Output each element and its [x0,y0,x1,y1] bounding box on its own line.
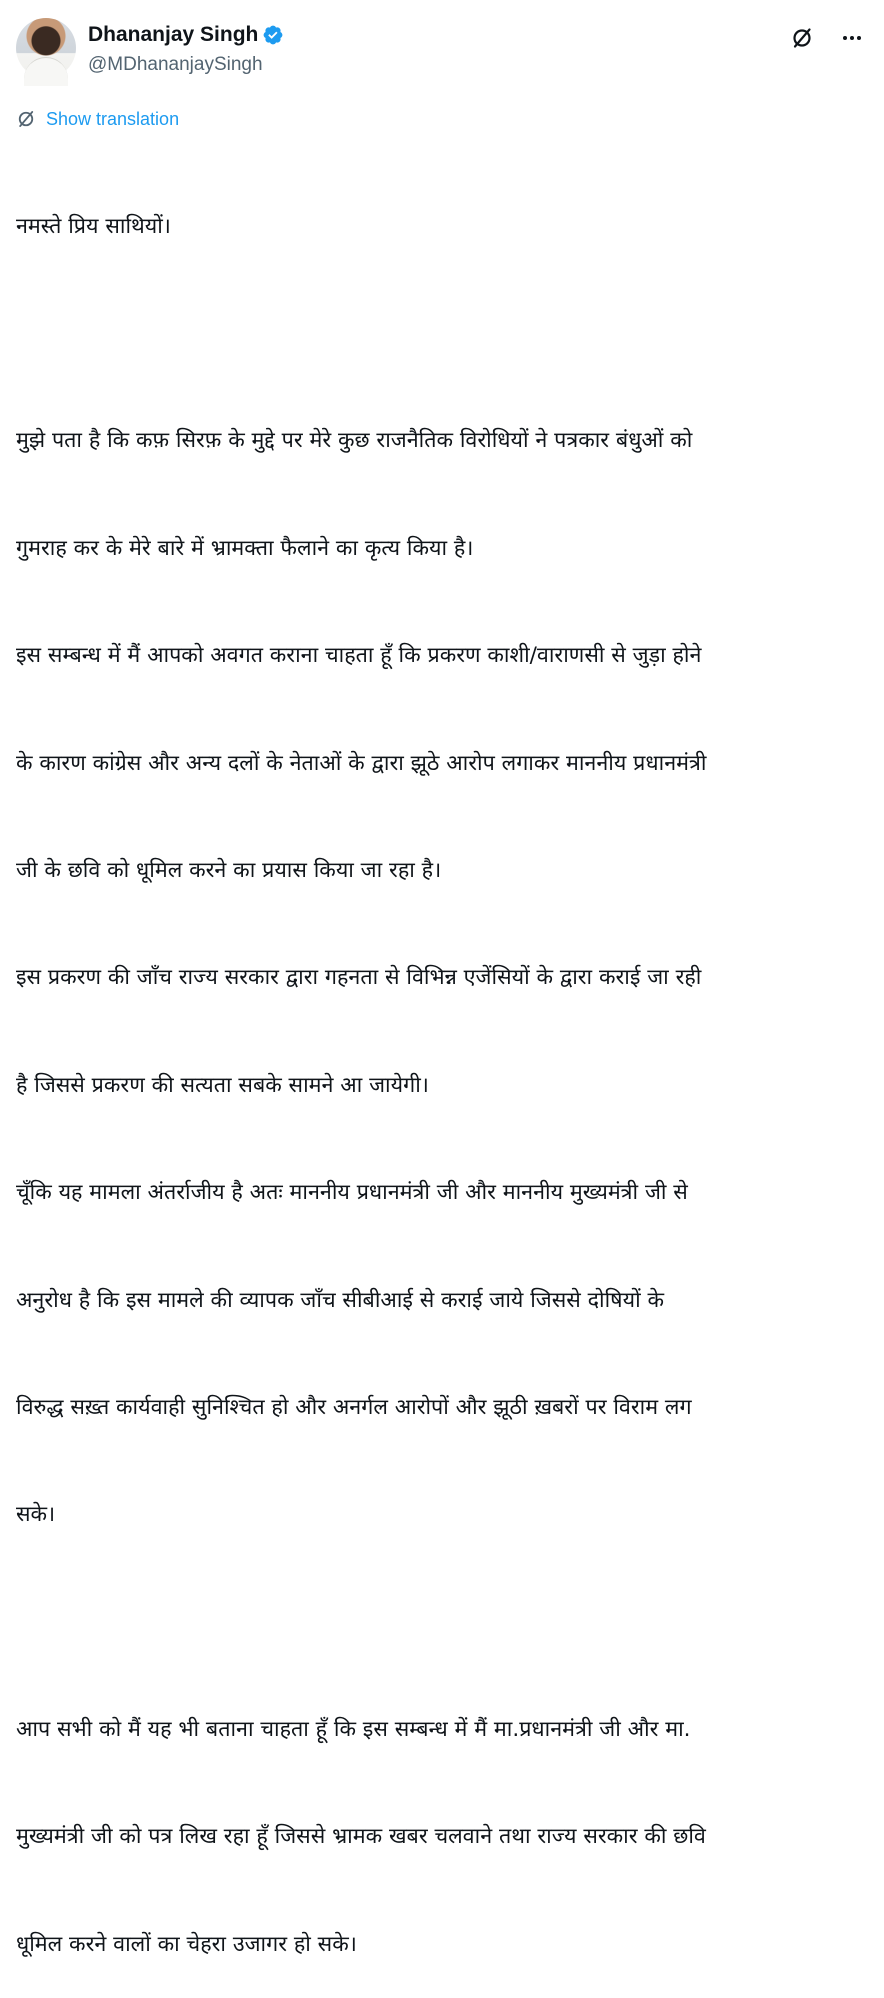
tweet-line: चूँकि यह मामला अंतर्राजीय है अतः माननीय प्रधानमंत्री जी और माननीय मुख्यमंत्री जी से [16,1180,688,1206]
more-options-icon[interactable] [840,26,864,50]
tweet-header [16,14,868,82]
tweet-line: आप सभी को मैं यह भी बताना चाहता हूँ कि इस सम्बन्ध में मैं मा.प्रधानमंत्री जी और मा. [16,1717,691,1743]
tweet-line: है जिससे प्रकरण की सत्यता सबके सामने आ जायेगी। [16,1072,429,1098]
tweet-line: सके। [16,1502,56,1528]
tweet-line: इस प्रकरण की जाँच राज्य सरकार द्वारा गहनता से विभिन्न एजेंसियों के द्वारा कराई जा रही [16,965,702,991]
tweet-line: मुझे पता है कि कफ़ सिरफ़ के मुद्दे पर मेरे कुछ राजनैतिक विरोधियों ने पत्रकार बंधुओं को [16,428,693,454]
grok-icon[interactable] [790,26,814,50]
verified-badge-icon [262,24,284,46]
tweet-line: गुमराह कर के मेरे बारे में भ्रामक्ता फैलाने का कृत्य किया है। [16,535,474,561]
tweet-line [16,316,866,352]
author-handle[interactable]: @MDhananjaySingh [88,54,263,75]
tweet-line: अनुरोध है कि इस मामले की व्यापक जाँच सीबीआई से कराई जाये जिससे दोषियों के [16,1287,664,1313]
tweet-line: मुख्यमंत्री जी को पत्र लिख रहा हूँ जिससे भ्रामक खबर चलवाने तथा राज्य सरकार की छवि [16,1824,706,1850]
author-display-name[interactable]: Dhananjay Singh [88,23,259,46]
tweet-line: विरुद्ध सख़्त कार्यवाही सुनिश्चित हो और अनर्गल आरोपों और झूठी ख़बरों पर विराम लग [16,1394,692,1420]
avatar[interactable] [16,18,76,78]
tweet-line: इस सम्बन्ध में मैं आपको अवगत कराना चाहता हूँ कि प्रकरण काशी/वाराणसी से जुड़ा होने [16,643,702,669]
tweet-line: जी के छवि को धूमिल करने का प्रयास किया जा रहा है। [16,857,442,883]
avatar-shirt [24,57,68,86]
translate-icon [16,109,36,129]
author-name-row [88,22,284,48]
tweet-line: के कारण कांग्रेस और अन्य दलों के नेताओं के द्वारा झूठे आरोप लगाकर माननीय प्रधानमंत्री [16,750,707,776]
tweet-line: धूमिल करने वालों का चेहरा उजागर हो सके। [16,1931,357,1957]
tweet-text [16,137,866,1998]
show-translation-link[interactable]: Show translation [46,108,180,129]
translation-row[interactable] [16,106,179,132]
tweet-line [16,1605,866,1641]
tweet-line: नमस्ते प्रिय साथियों। [16,213,171,239]
